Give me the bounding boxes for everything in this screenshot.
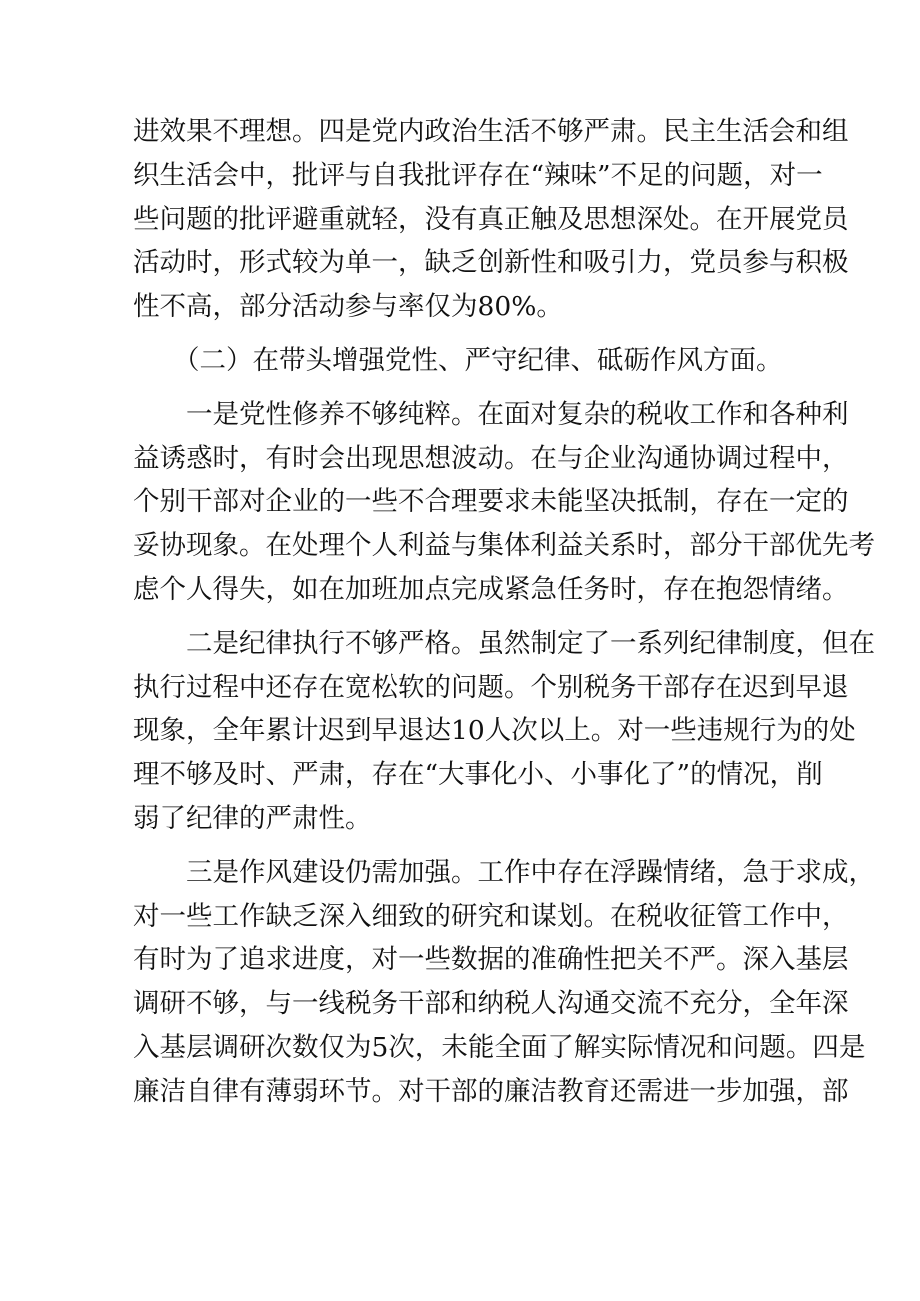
text-line: 织生活会中，批评与自我批评存在“辣味”不足的问题，对一 xyxy=(133,159,823,191)
text-line: 对一些工作缺乏深入细致的研究和谋划。在税收征管工作中， xyxy=(133,900,849,932)
text-line: 现象，全年累计迟到早退达10人次以上。对一些违规行为的处 xyxy=(133,715,856,747)
text-line: 二是纪律执行不够严格。虽然制定了一系列纪律制度，但在 xyxy=(186,627,875,659)
text-line: 妥协现象。在处理个人利益与集体利益关系时，部分干部优先考 xyxy=(133,530,875,562)
text-line: 弱了纪律的严肃性。 xyxy=(133,802,372,834)
document-body xyxy=(133,110,875,1114)
text-line: 些问题的批评避重就轻，没有真正触及思想深处。在开展党员 xyxy=(133,203,849,235)
section-heading: （二）在带头增强党性、严守纪律、砥砺作风方面。 xyxy=(173,344,783,376)
text-line: 性不高，部分活动参与率仅为80%。 xyxy=(133,291,563,323)
text-line: 执行过程中还存在宽松软的问题。个别税务干部存在迟到早退 xyxy=(133,671,849,703)
text-line: 活动时，形式较为单一，缺乏创新性和吸引力，党员参与积极 xyxy=(133,247,849,279)
text-line: 调研不够，与一线税务干部和纳税人沟通交流不充分，全年深 xyxy=(133,988,849,1020)
text-line: 理不够及时、严肃，存在“大事化小、小事化了”的情况，削 xyxy=(133,759,823,791)
text-line: 益诱惑时，有时会出现思想波动。在与企业沟通协调过程中， xyxy=(133,442,849,474)
text-line: 三是作风建设仍需加强。工作中存在浮躁情绪，急于求成， xyxy=(186,856,875,888)
text-line: 进效果不理想。四是党内政治生活不够严肃。民主生活会和组 xyxy=(133,116,849,147)
text-line: 廉洁自律有薄弱环节。对干部的廉洁教育还需进一步加强，部 xyxy=(133,1075,849,1107)
text-line: 个别干部对企业的一些不合理要求未能坚决抵制，存在一定的 xyxy=(133,486,849,518)
text-line: 入基层调研次数仅为5次，未能全面了解实际情况和问题。四是 xyxy=(133,1031,866,1063)
text-line: 有时为了追求进度，对一些数据的准确性把关不严。深入基层 xyxy=(133,944,849,976)
text-line: 一是党性修养不够纯粹。在面对复杂的税收工作和各种利 xyxy=(186,398,849,430)
text-line: 虑个人得失，如在加班加点完成紧急任务时，存在抱怨情绪。 xyxy=(133,573,849,605)
